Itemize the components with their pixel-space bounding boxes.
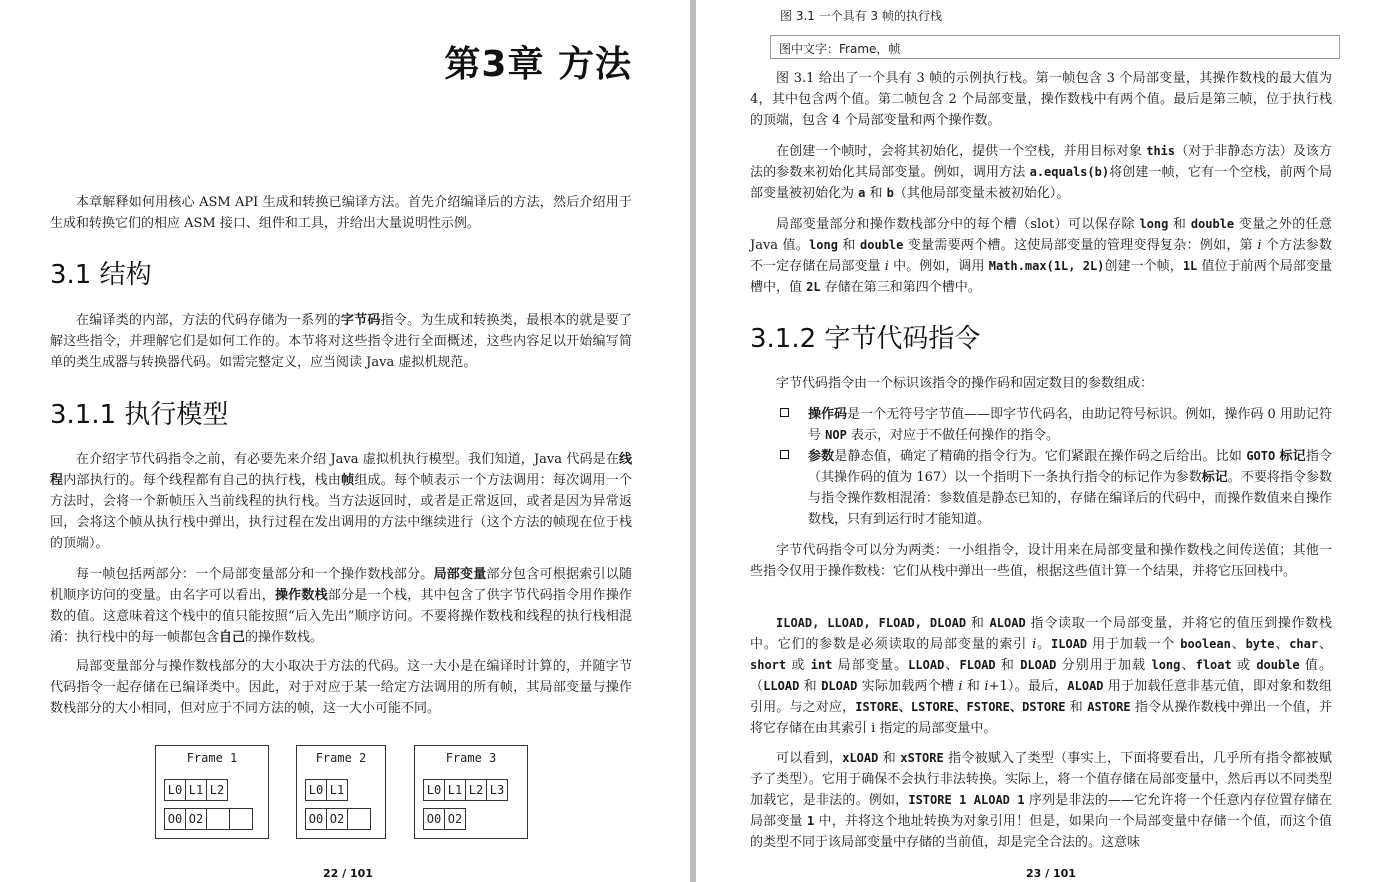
local-slot: L2 <box>465 779 487 801</box>
section-3-1-2-heading: 3.1.2 字节代码指令 <box>750 324 981 354</box>
exec-model-paragraph-1: 在介绍字节代码指令之前，有必要先来介绍 Java 虚拟机执行模型。我们知道，Java 代码是在线程内部执行的。每个线程都有自己的执行栈，栈由帧组成。每个帧表示一个方法调用：每次调用一个方法时，会将一个新帧压入当前线程的执行栈。当方法返回时，或者是正常返回，或者是因为异常返回，会将这个帧从执行栈中弹出，执行过程在发出调用的方法中继续进行（这个方法的帧现在位于栈的顶端）。 <box>50 452 632 551</box>
frame-locals <box>423 779 507 801</box>
local-slot: L0 <box>305 779 327 801</box>
local-slot: L0 <box>423 779 445 801</box>
frame-locals <box>164 779 227 801</box>
checkbox-bullet-icon <box>780 450 789 459</box>
checkbox-bullet-icon <box>780 408 789 417</box>
right-paragraph-5: 字节代码指令可以分为两类：一小组指令，设计用来在局部变量和操作数栈之间传送值；其他一些指令仅用于操作数栈：它们从栈中弹出一些值，根据这些值计算一个结果，并将它压回栈中。 <box>750 543 1332 579</box>
stack-slot <box>347 808 371 830</box>
definition-list <box>750 404 1332 530</box>
stack-slot <box>206 808 230 830</box>
stack-slot: O0 <box>305 808 327 830</box>
local-slot: L1 <box>185 779 207 801</box>
frame-box-2 <box>296 745 386 839</box>
stack-slot: O2 <box>185 808 207 830</box>
right-paragraph-1: 图 3.1 给出了一个具有 3 帧的示例执行栈。第一帧包含 3 个局部变量，其操作数栈的最大值为 4，其中包含两个值。第二帧包含 2 个局部变量，操作数栈中有两个值。最后是第三帧，位于执行栈的顶端，包含 4 个局部变量和两个操作数。 <box>750 71 1332 128</box>
page-left <box>0 0 690 882</box>
right-paragraph-4: 字节代码指令由一个标识该指令的操作码和固定数目的参数组成： <box>776 376 1154 391</box>
section-3-1-paragraph: 在编译类的内部，方法的代码存储为一系列的字节码指令。为生成和转换类，最根本的就是要了解这些指令，并理解它们是如何工作的。本节将对这些指令进行全面概述，这些内容足以开始编写简单的类生成器与转换器代码。如需完整定义，应当阅读 Java 虚拟机规范。 <box>50 313 632 370</box>
frame-title: Frame 1 <box>186 751 238 765</box>
frame-stack <box>423 808 465 830</box>
stack-slot: O2 <box>326 808 348 830</box>
local-slot: L0 <box>164 779 186 801</box>
exec-model-paragraph-3: 局部变量部分与操作数栈部分的大小取决于方法的代码。这一大小是在编译时计算的，并随字节代码指令一起存储在已编译类中。因此，对于对应于某一给定方法调用的所有帧，其局部变量与操作数栈部分的大小相同，但对应于不同方法的帧，这一大小可能不同。 <box>50 659 632 716</box>
right-paragraph-2: 在创建一个帧时，会将其初始化，提供一个空栈，并用目标对象 this（对于非静态方法）及该方法的参数来初始化其局部变量。例如，调用方法 a.equals(b)将创建一帧，它有一个空栈，前两个局部变量被初始化为 a 和 b（其他局部变量未被初始化）。 <box>750 144 1332 201</box>
frame-box-3 <box>414 745 528 839</box>
frame-locals <box>305 779 347 801</box>
frame-stack <box>164 808 252 830</box>
right-paragraph-6: ILOAD, LLOAD, FLOAD, DLOAD 和 ALOAD 指令读取一个局部变量，并将它的值压到操作数栈中。它们的参数是必须读取的局部变量的索引 i。ILOAD 用于加载一个 boolean、byte、char、short 或 int 局部变量。LLOAD、FLOAD 和 DLOAD 分别用于加载 long、float 或 double 值。（LLOAD 和 DLOAD 实际加载两个槽 i 和 i+1）。最后，ALOAD 用于加载任意非基元值，即对象和数组引用。与之对应，ISTORE、LSTORE、FSTORE、DSTORE 和 ASTORE 指令从操作数栈中弹出一个值，并将它存储在由其索引 i 指定的局部变量中。 <box>750 616 1333 736</box>
right-paragraph-3: 局部变量部分和操作数栈部分中的每个槽（slot）可以保存除 long 和 double 变量之外的任意 Java 值。long 和 double 变量需要两个槽。这使局部变量的管理变得复杂：例如，第 i 个方法参数不一定存储在局部变量 i 中。例如，调用 Math.max(1L, 2L)创建一个帧，1L 值位于前两个局部变量槽中，值 2L 存储在第三和第四个槽中。 <box>750 217 1333 295</box>
figure-text-box: 图中文字：Frame，帧 <box>770 35 1340 59</box>
section-3-1-heading: 3.1 结构 <box>50 260 152 290</box>
page-right <box>696 0 1384 882</box>
exec-model-paragraph-2: 每一帧包括两部分：一个局部变量部分和一个操作数栈部分。局部变量部分包含可根据索引以随机顺序访问的变量。由名字可以看出，操作数栈部分是一个栈，其中包含了供字节代码指令用作操作数的值。这意味着这个栈中的值只能按照“后入先出”顺序访问。不要将操作数栈和线程的执行栈相混淆：执行栈中的每一帧都包含自己的操作数栈。 <box>50 567 632 645</box>
definition-argument: 参数是静态值，确定了精确的指令行为。它们紧跟在操作码之后给出。比如 GOTO 标记指令（其操作码的值为 167）以一个指明下一条执行指令的标记作为参数标记。不要将指令参数与指令操作数相混淆：参数值是静态已知的，存储在编译后的代码中，而操作数值来自操作数栈，只有到运行时才能知道。 <box>750 446 1332 530</box>
page-number-right: 23 / 101 <box>1022 867 1080 880</box>
local-slot: L1 <box>326 779 348 801</box>
intro-paragraph: 本章解释如何用核心 ASM API 生成和转换已编译方法。首先介绍编译后的方法，然后介绍用于生成和转换它们的相应 ASM 接口、组件和工具，并给出大量说明性示例。 <box>50 195 632 231</box>
chapter-title: 第3章 方法 <box>444 44 632 85</box>
section-3-1-1-heading: 3.1.1 执行模型 <box>50 400 229 430</box>
definition-opcode: 操作码是一个无符号字节值——即字节代码名，由助记符号标识。例如，操作码 0 用助记符号 NOP 表示，对应于不做任何操作的指令。 <box>750 404 1332 446</box>
stack-slot: O0 <box>423 808 445 830</box>
figure-caption: 图 3.1 一个具有 3 帧的执行栈 <box>780 9 942 23</box>
frame-title: Frame 2 <box>315 751 367 765</box>
local-slot: L3 <box>486 779 508 801</box>
stack-slot <box>229 808 253 830</box>
frame-box-1 <box>155 745 269 839</box>
stack-slot: O0 <box>164 808 186 830</box>
frame-title: Frame 3 <box>445 751 497 765</box>
local-slot: L2 <box>206 779 228 801</box>
page-number-left: 22 / 101 <box>323 867 373 880</box>
right-paragraph-7: 可以看到，xLOAD 和 xSTORE 指令被赋入了类型（事实上，下面将要看出，几乎所有指令都被赋予了类型）。它用于确保不会执行非法转换。实际上，将一个值存储在局部变量中，然后再以不同类型加载它，是非法的。例如，ISTORE 1 ALOAD 1 序列是非法的——它允许将一个任意内存位置存储在局部变量 1 中，并将这个地址转换为对象引用！但是，如果向一个局部变量中存储一个值，而这个值的类型不同于该局部变量中存储的当前值，却是完全合法的。这意味 <box>750 751 1332 850</box>
frame-stack <box>305 808 370 830</box>
local-slot: L1 <box>444 779 466 801</box>
stack-slot: O2 <box>444 808 466 830</box>
